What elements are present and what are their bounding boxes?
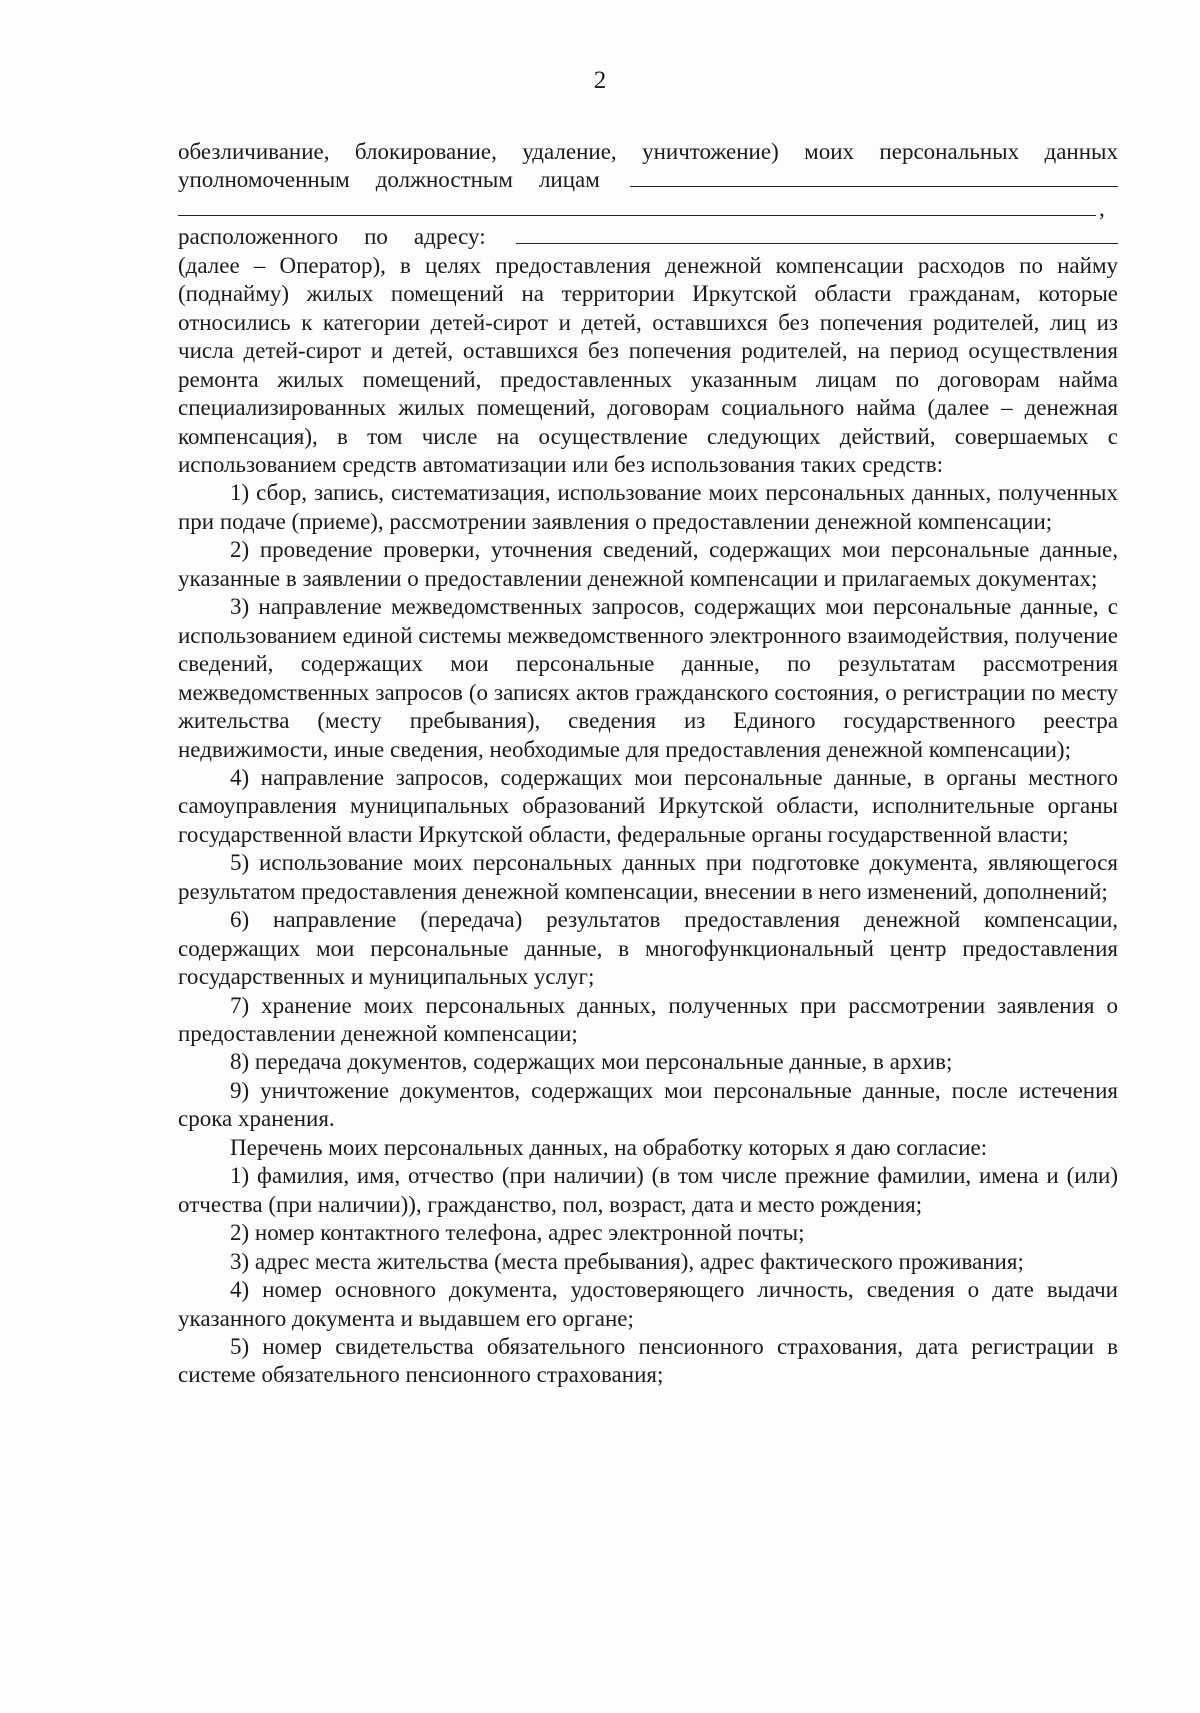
data-list-item-4: 4) номер основного документа, удостоверяющего личность, сведения о дате выдачи указанного документа и выдавшем его органе; xyxy=(178,1277,1118,1331)
authorized-persons-blank[interactable] xyxy=(630,166,1118,187)
data-list-item-3: 3) адрес места жительства (места пребывания), адрес фактического проживания; xyxy=(230,1248,1024,1274)
action-item-6: 6) направление (передача) результатов предоставления денежной компенсации, содержащих мои персональные данные, в многофункциональный центр предоставления государственных и муниципальных услуг; xyxy=(178,907,1118,990)
document-body xyxy=(178,138,1118,1390)
data-list-heading: Перечень моих персональных данных, на обработку которых я даю согласие: xyxy=(230,1134,988,1160)
address-line xyxy=(178,223,1118,251)
word: лицам xyxy=(538,167,600,193)
action-item-9: 9) уничтожение документов, содержащих мои персональные данные, после истечения срока хранения. xyxy=(178,1077,1118,1132)
word: уполномоченным xyxy=(178,167,350,193)
action-item-3: 3) направление межведомственных запросов, содержащих мои персональные данные, с использованием единой системы межведомственного электронного взаимодействия, получение сведений, содержащих мои персональные данные, по результатам рассмотрения межведомственных запросов (о записях актов гражданского состояния, о регистрации по месту жительства (месту пребывания), сведения из Единого государственного реестра недвижимости, иные сведения, необходимые для предоставления денежной компенсации); xyxy=(178,594,1118,762)
page-number: 2 xyxy=(593,67,607,94)
action-item-5: 5) использование моих персональных данных при подготовке документа, являющегося результатом предоставления денежной компенсации, внесении в него изменений, дополнений; xyxy=(178,850,1118,904)
authorized-persons-line xyxy=(178,166,1118,194)
authorized-persons-continuation-line xyxy=(178,195,1118,223)
data-list-item-1: 1) фамилия, имя, отчество (при наличии) (в том числе прежние фамилии, имена и (или) отчества (при наличии)), гражданство, пол, возраст, дата и место рождения; xyxy=(178,1163,1118,1217)
data-list-item-2: 2) номер контактного телефона, адрес электронной почты; xyxy=(230,1220,805,1246)
action-item-1: 1) сбор, запись, систематизация, использование моих персональных данных, полученных при подаче (приеме), рассмотрении заявления о предоставлении денежной компенсации; xyxy=(178,480,1118,534)
action-item-7: 7) хранение моих персональных данных, полученных при рассмотрении заявления о предоставлении денежной компенсации; xyxy=(178,992,1118,1047)
address-blank[interactable] xyxy=(516,223,1118,244)
action-item-2: 2) проведение проверки, уточнения сведений, содержащих мои персональные данные, указанные в заявлении о предоставлении денежной компенсации и прилагаемых документах; xyxy=(178,537,1118,591)
word: должностным xyxy=(375,167,513,193)
data-list-item-5: 5) номер свидетельства обязательного пенсионного страхования, дата регистрации в системе обязательного пенсионного страхования; xyxy=(178,1334,1118,1388)
intro-line-1: обезличивание, блокирование, удаление, уничтожение) моих персональных данных xyxy=(178,139,1118,164)
authorized-persons-blank-2[interactable] xyxy=(178,195,1096,216)
comma: , xyxy=(1099,195,1105,221)
purpose-paragraph: (далее – Оператор), в целях предоставления денежной компенсации расходов по найму (поднайму) жилых помещений на территории Иркутской области гражданам, которые относились к категории детей-сирот и детей, оставшихся без попечения родителей, лиц из числа детей-сирот и детей, оставшихся без попечения родителей, на период осуществления ремонта жилых помещений, предоставленных указанным лицам по договорам найма специализированных жилых помещений, договорам социального найма (далее – денежная компенсация), в том числе на осуществление следующих действий, совершаемых с использованием средств автоматизации или без использования таких средств: xyxy=(178,252,1118,477)
action-item-4: 4) направление запросов, содержащих мои персональные данные, в органы местного самоуправления муниципальных образований Иркутской области, исполнительные органы государственной власти Иркутской области, федеральные органы государственной власти; xyxy=(178,764,1118,847)
action-item-8: 8) передача документов, содержащих мои персональные данные, в архив; xyxy=(230,1049,953,1075)
word: адресу: xyxy=(413,224,486,250)
word: расположенного xyxy=(178,224,339,250)
word: по xyxy=(364,224,388,250)
